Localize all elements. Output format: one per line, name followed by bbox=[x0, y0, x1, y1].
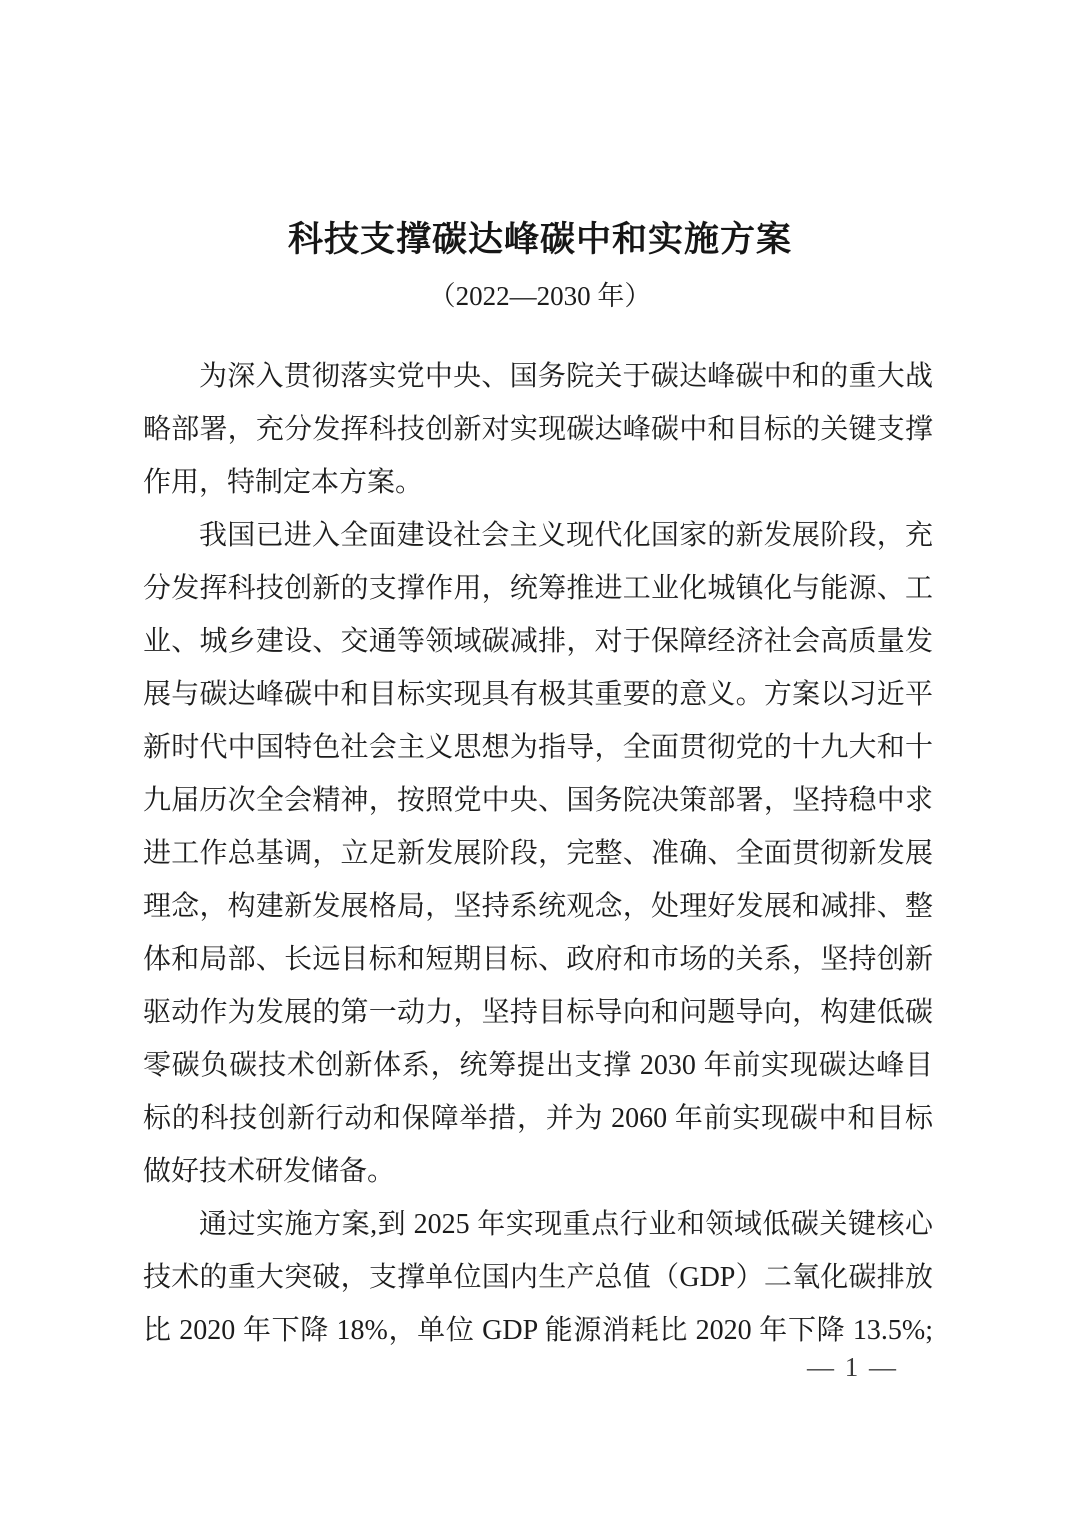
body-line: 进工作总基调，立足新发展阶段，完整、准确、全面贯彻新发展 bbox=[143, 838, 933, 869]
body-line: 技术的重大突破，支撑单位国内生产总值（GDP）二氧化碳排放 bbox=[143, 1262, 933, 1293]
document-subtitle: （2022—2030 年） bbox=[428, 281, 652, 311]
body-line: 做好技术研发储备。 bbox=[143, 1156, 396, 1187]
body-line: 理念，构建新发展格局，坚持系统观念，处理好发展和减排、整 bbox=[143, 891, 933, 922]
body-line: 我国已进入全面建设社会主义现代化国家的新发展阶段，充 bbox=[199, 520, 933, 551]
body-line: 九届历次全会精神，按照党中央、国务院决策部署，坚持稳中求 bbox=[143, 785, 933, 816]
body-line: 标的科技创新行动和保障举措，并为 2060 年前实现碳中和目标 bbox=[143, 1103, 933, 1134]
document-body bbox=[143, 350, 933, 1357]
body-line: 分发挥科技创新的支撑作用，统筹推进工业化城镇化与能源、工 bbox=[143, 573, 933, 604]
body-line: 零碳负碳技术创新体系，统筹提出支撑 2030 年前实现碳达峰目 bbox=[143, 1050, 933, 1081]
body-line: 新时代中国特色社会主义思想为指导，全面贯彻党的十九大和十 bbox=[143, 732, 933, 763]
body-line: 展与碳达峰碳中和目标实现具有极其重要的意义。方案以习近平 bbox=[143, 679, 933, 710]
body-line: 体和局部、长远目标和短期目标、政府和市场的关系，坚持创新 bbox=[143, 944, 933, 975]
body-line: 通过实施方案,到 2025 年实现重点行业和领域低碳关键核心 bbox=[199, 1209, 933, 1240]
page-number: — 1 — bbox=[807, 1352, 898, 1382]
body-line: 略部署，充分发挥科技创新对实现碳达峰碳中和目标的关键支撑 bbox=[143, 414, 933, 445]
body-line: 业、城乡建设、交通等领域碳减排，对于保障经济社会高质量发 bbox=[143, 626, 933, 657]
body-line: 作用，特制定本方案。 bbox=[143, 467, 424, 498]
body-line: 驱动作为发展的第一动力，坚持目标导向和问题导向，构建低碳 bbox=[143, 997, 933, 1028]
document-title: 科技支撑碳达峰碳中和实施方案 bbox=[287, 220, 792, 259]
body-line: 为深入贯彻落实党中央、国务院关于碳达峰碳中和的重大战 bbox=[199, 361, 933, 392]
body-line: 比 2020 年下降 18%，单位 GDP 能源消耗比 2020 年下降 13.5%; bbox=[143, 1315, 933, 1346]
